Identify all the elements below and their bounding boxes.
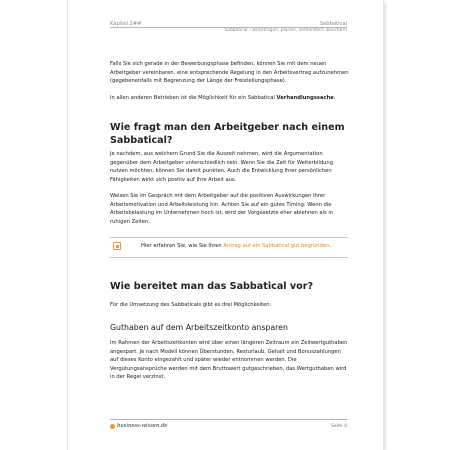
tip-text	[141, 243, 331, 249]
header-subtitle: Sabbatical – beantragen, planen, verhandlich absichern	[224, 28, 347, 33]
footer-logo	[110, 423, 167, 429]
logo-dot-icon	[110, 424, 115, 429]
heading-vorbereitung: Wie bereitet man das Sabbatical vor?	[110, 281, 314, 292]
logo-text: business-wissen.de	[117, 423, 168, 429]
heading-arbeitgeber-fragen: Wie fragt man den Arbeitgeber nach einem Sabbatical?	[110, 122, 345, 146]
paragraph-end: .	[333, 95, 336, 101]
tip-link[interactable]: Antrag auf ein Sabbatical gut begründen	[223, 243, 330, 249]
tip-label: Hier erfahren Sie, wie Sie Ihren	[141, 243, 224, 249]
tip-end: .	[329, 243, 332, 249]
bold-term: Verhandlungssache	[276, 95, 334, 101]
footer-rule	[110, 419, 347, 420]
paragraph-moeglichkeiten: Für die Umsetzung des Sabbaticals gibt es drei Möglichkeiten:	[110, 302, 272, 308]
page-number: Seite 4	[330, 424, 347, 429]
note-icon	[113, 242, 121, 250]
paragraph-verhandlungssache	[110, 94, 350, 103]
paragraph-arbeitszeitkonto: Im Rahmen der Arbeitszeitkonten wird über einen längeren Zeitraum ein Zeitwertguthaben angespart. Je nach Modell können Überstunden, Resturlaub, Gehalt und Bonuszahlungen auf dieses Konto eingezahlt und später wieder entnommen werden. Die Vergütungsansprüche werden mit dem Bruttowert gutgeschrieben, das Wertguthaben wird in der Regel verzinst.	[110, 340, 348, 381]
header-title: Sabbatical	[319, 21, 347, 27]
tip-box	[110, 237, 348, 258]
paragraph-gespraech: Weisen Sie im Gespräch mit dem Arbeitgeber auf die positiven Auswirkungen Ihrer Arbeitsmotivation und Arbeitsleistung hin. Achten Sie auf ein gutes Timing: Wenn die Arbeitsbelastung im Unternehmen hoch ist, wird der Vorgesetzte eher ablehnen als in ruhigen Zeiten.	[110, 193, 334, 225]
subheading-guthaben: Guthaben auf dem Arbeitszeitkonto ansparen	[110, 323, 288, 332]
paragraph-text: In allen anderen Betrieben ist die Möglichkeit für ein Sabbatical	[110, 95, 277, 101]
paragraph-argumentation: Je nachdem, aus welchem Grund Sie die Auszeit nehmen, wird die Argumentation gegenüber dem Arbeitgeber unterschiedlich sein. Wenn Sie die Zeit für Weiterbildung nutzen möchten, können Sie damit punkten. Auch die Entwicklung Ihrer persönlichen Fähigkeiten wirkt sich positiv auf Ihre Arbeit aus.	[110, 151, 333, 183]
paragraph-bewerbungsphase: Falls Sie sich gerade in der Bewerbungsphase befinden, können Sie mit dem neuen Arbeitgeber vereinbaren, eine entsprechende Regelung in den Arbeitsvertrag aufzunehmen (gegebenenfalls mit Begrenzung der Länge der Freistellungsphase).	[110, 61, 349, 85]
header-chapter: Kapitel 2##	[110, 21, 142, 27]
